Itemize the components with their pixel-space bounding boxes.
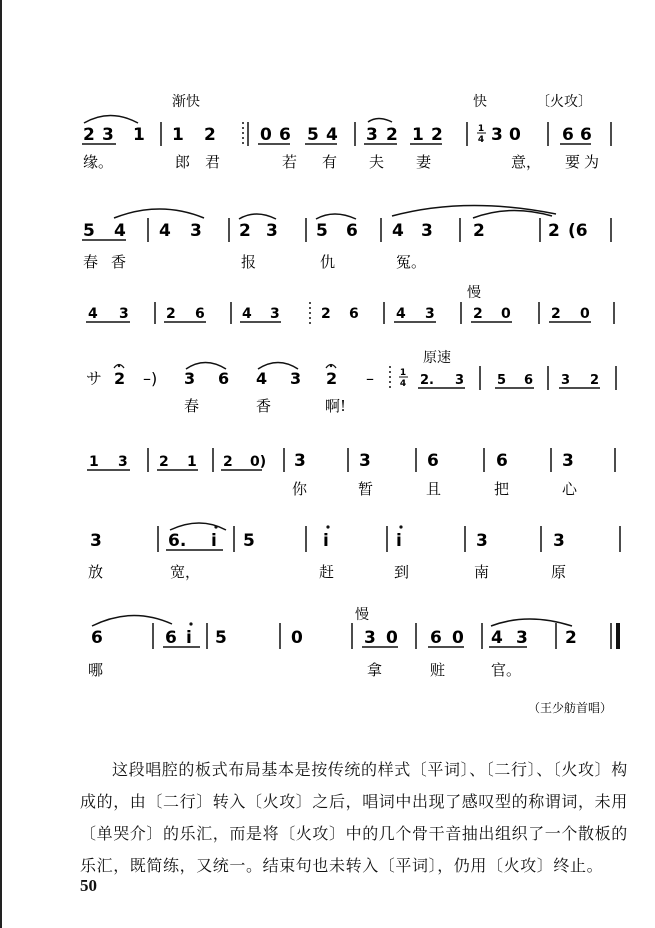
lyric: 官。 (491, 661, 522, 679)
note: 0 (291, 628, 303, 648)
slur (92, 615, 172, 626)
system-5 (87, 448, 615, 498)
note: 0 (452, 628, 464, 648)
tempo-mark: 慢 (467, 285, 481, 301)
lyric: 有 (322, 153, 338, 171)
note: 2 (431, 125, 443, 145)
lyric: 到 (394, 563, 410, 581)
note: i (211, 531, 217, 551)
note: 6 (91, 628, 103, 648)
note: 3 (425, 306, 435, 322)
lyric: 且 (426, 480, 442, 498)
note: 1 (89, 454, 99, 470)
note: 2 (326, 369, 338, 388)
lyric: 香 (111, 253, 127, 271)
note: 5 (215, 628, 227, 648)
note: 6 (524, 373, 534, 388)
time-signature-numerator: 1 (477, 124, 485, 134)
note: 5 (83, 221, 95, 241)
lyric: 春 (83, 253, 99, 271)
slur (392, 205, 556, 216)
note: (6 (568, 221, 588, 241)
note: 3 (491, 125, 503, 145)
note: 1 (412, 125, 424, 145)
lyric: 夫 (369, 153, 385, 171)
time-signature-denominator: 4 (399, 379, 407, 389)
system-4 (86, 349, 616, 415)
note: 3 (562, 451, 574, 471)
note: 2 (473, 306, 483, 322)
slur (170, 523, 226, 530)
high-octave-dot (189, 622, 192, 625)
slur (114, 209, 204, 218)
lyric: 暂 (358, 480, 374, 498)
system-1 (82, 93, 611, 171)
lyric: 为 (584, 153, 600, 171)
note: 2 (223, 454, 233, 470)
lyric: 南 (474, 563, 490, 581)
note: 3 (90, 531, 102, 551)
note: 1 (187, 454, 197, 470)
note: 3 (516, 628, 528, 648)
note: 3 (270, 306, 280, 322)
note: 6 (427, 451, 439, 471)
note: 0 (509, 125, 521, 145)
note: 4 (242, 306, 252, 322)
lyric: 放 (88, 563, 104, 581)
time-signature-numerator: 1 (399, 368, 407, 378)
commentary-paragraph: 这段唱腔的板式布局基本是按传统的样式〔平词〕、〔二行〕、〔火攻〕构成的，由〔二行〕转入〔火攻〕之后，唱词中出现了感叹型的称谓词，未用〔单哭介〕的乐汇，而是将〔火攻〕中的几个骨干音抽出组织了一个散板的乐汇，既简练，又统一。结束句也未转入〔平词〕，仍用〔火攻〕终止。 (80, 760, 628, 875)
lyric: 意， (511, 153, 542, 171)
note: 0 (580, 306, 590, 322)
note: 3 (119, 306, 129, 322)
lyric: 妻 (416, 153, 432, 171)
lyric: 拿 (367, 661, 383, 679)
note: 3 (561, 373, 571, 388)
note: 3 (421, 221, 433, 241)
note: i (186, 628, 192, 648)
system-6 (88, 523, 620, 581)
high-octave-dot (326, 525, 329, 528)
note: – (366, 369, 374, 388)
high-octave-dot (399, 525, 402, 528)
note: 6 (165, 628, 177, 648)
lyric: 冤。 (396, 253, 427, 271)
note: 2 (551, 306, 561, 322)
lyric: 郎 (175, 153, 191, 171)
note: 4 (256, 369, 268, 388)
note: 6 (562, 125, 574, 145)
lyric: 赶 (319, 563, 335, 581)
lyric: 原 (551, 563, 567, 581)
slur (84, 116, 138, 124)
slur (316, 214, 356, 219)
lyric: 心 (562, 480, 578, 498)
tempo-mark: 快 (473, 94, 487, 110)
note: 3 (190, 221, 202, 241)
note: 5 (316, 221, 328, 241)
lyric: 把 (494, 480, 510, 498)
note: 2 (239, 221, 251, 241)
note: 5 (497, 373, 507, 388)
note: 6 (430, 628, 442, 648)
lyric: 宽， (170, 563, 201, 581)
note: 2. (420, 373, 434, 388)
tempo-mark: 渐快 (172, 94, 200, 110)
note: i (396, 531, 402, 551)
note: 3 (290, 369, 302, 388)
note: 0 (501, 306, 511, 322)
lyric: 要 (565, 153, 581, 171)
note: 5 (243, 531, 255, 551)
note: 3 (266, 221, 278, 241)
note: 6. (168, 531, 187, 551)
system-3 (86, 284, 614, 324)
note: 4 (114, 221, 126, 241)
note: 4 (88, 306, 98, 322)
note: 2 (166, 306, 176, 322)
tempo-mark: 原速 (423, 350, 451, 366)
note: 2 (473, 221, 485, 241)
note: 2 (590, 373, 600, 388)
note: 6 (346, 221, 358, 241)
note: 3 (294, 451, 306, 471)
page-number: 50 (80, 876, 97, 895)
note: 4 (491, 628, 503, 648)
note: 6 (218, 369, 230, 388)
system-2 (82, 205, 611, 271)
note: –) (143, 369, 158, 388)
note: 3 (476, 531, 488, 551)
note: 4 (396, 306, 406, 322)
lyric: 若 (282, 153, 298, 171)
fermata-dot (118, 365, 120, 367)
lyric: 哪 (88, 661, 104, 679)
note: 2 (159, 454, 169, 470)
note: 1 (172, 125, 184, 145)
note: 3 (455, 373, 465, 388)
note: サ (86, 369, 103, 388)
note: 4 (392, 221, 404, 241)
lyric: 啊! (325, 397, 347, 415)
final-barline-thick (616, 623, 620, 649)
slur (368, 119, 392, 123)
system-7 (88, 606, 620, 679)
note: 3 (359, 451, 371, 471)
fermata-dot (330, 365, 332, 367)
lyric: 仇 (320, 253, 336, 271)
slur (239, 214, 276, 219)
note: 2 (386, 125, 398, 145)
note: 3 (118, 454, 128, 470)
note: 0) (250, 454, 267, 470)
lyric: 香 (256, 397, 272, 415)
lyric: 赃 (430, 661, 446, 679)
note: 6 (496, 451, 508, 471)
note: 6 (195, 306, 205, 322)
note: 1 (133, 125, 145, 145)
note: 6 (279, 125, 291, 145)
high-octave-dot (214, 525, 217, 528)
note: 2 (114, 369, 126, 388)
note: 2 (204, 125, 216, 145)
note: 3 (553, 531, 565, 551)
lyric: 君 (205, 153, 221, 171)
note: 6 (349, 306, 359, 322)
section-mark: 〔火攻〕 (536, 94, 592, 110)
slur (491, 619, 572, 626)
note: 2 (565, 628, 577, 648)
note: 3 (102, 125, 114, 145)
note: 2 (321, 306, 331, 322)
note: 6 (580, 125, 592, 145)
lyric: 春 (184, 397, 200, 415)
note: 0 (260, 125, 272, 145)
note: 3 (364, 628, 376, 648)
note: 3 (184, 369, 196, 388)
tempo-mark: 慢 (355, 607, 369, 623)
lyric: 报 (241, 253, 257, 271)
note: 5 (307, 125, 319, 145)
singer-credit: （王少舫首唱） (528, 701, 613, 715)
lyric: 你 (292, 480, 308, 498)
note: 2 (548, 221, 560, 241)
note: 4 (159, 221, 171, 241)
time-signature-denominator: 4 (477, 135, 485, 145)
note: 3 (366, 125, 378, 145)
note: 0 (386, 628, 398, 648)
lyric: 缘。 (83, 153, 114, 171)
note: 2 (83, 125, 95, 145)
note: 4 (326, 125, 338, 145)
note: i (323, 531, 329, 551)
